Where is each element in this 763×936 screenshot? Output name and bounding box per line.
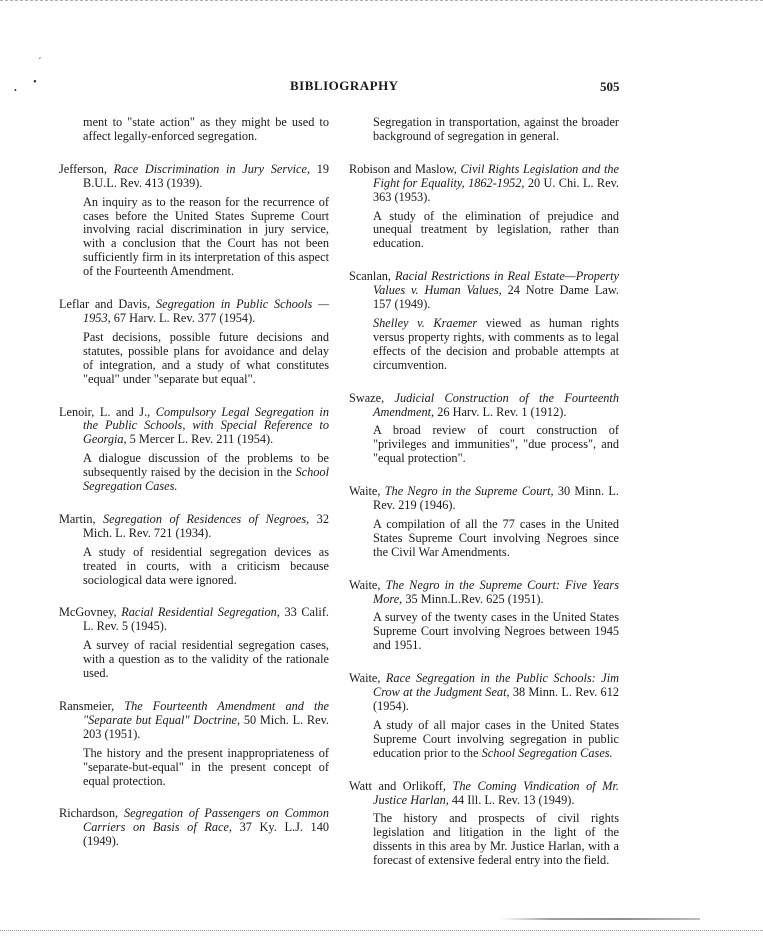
- entry-source: 26 Harv. L. Rev. 1 (1912).: [434, 404, 567, 419]
- page-bottom-edge: [0, 930, 763, 931]
- entry-authors: Scanlan,: [349, 269, 396, 284]
- left-column: [59, 116, 329, 868]
- entry-source: 37 Ky. L.J. 140 (1949).: [83, 820, 329, 849]
- citation: [59, 406, 329, 448]
- bibliography-entry: [59, 406, 329, 494]
- entry-authors: Ransmeier,: [59, 699, 125, 713]
- scan-speck: •: [14, 86, 17, 95]
- citation: [349, 485, 619, 513]
- entry-title: Compulsory Legal Segregation in the Public Schools, with Special Reference to Georgia,: [83, 404, 329, 447]
- entry-source: 35 Minn.L.Rev. 625 (1951).: [402, 591, 544, 606]
- scan-smudge: [500, 918, 700, 920]
- entry-annotation: A compilation of all the 77 cases in the United States Supreme Court involving Negroes since the Civil War Amendments.: [373, 516, 619, 559]
- bibliography-entry: [59, 298, 329, 386]
- entry-title: The Negro in the Supreme Court,: [384, 484, 554, 499]
- entry-authors: Jefferson,: [59, 161, 114, 176]
- citation: [349, 163, 619, 205]
- citation: [59, 513, 329, 541]
- entry-source: 38 Minn. L. Rev. 612 (1954).: [373, 685, 619, 713]
- entry-title: Race Segregation in the Public Schools: Jim Crow at the Judgment Seat,: [373, 671, 619, 700]
- continuation-text: Segregation in transportation, against the broader background of segregation in general.: [373, 115, 619, 143]
- entry-authors: McGovney,: [59, 605, 122, 620]
- scan-speck: •: [33, 76, 37, 88]
- bibliography-entry: [349, 579, 619, 654]
- case-name: Shelley v. Kraemer: [373, 315, 478, 330]
- bibliography-entry: [349, 392, 619, 467]
- right-column: [349, 116, 619, 887]
- entry-authors: Richardson,: [59, 806, 125, 821]
- entry-annotation: An inquiry as to the reason for the recurrence of cases before the United States Supreme Court involving racial discrimination in jury service, with a conclusion that the Court has not been sufficiently firm in its interpretation of this aspect of the Fourteenth Amendment.: [83, 194, 329, 279]
- bibliography-entry: [59, 606, 329, 681]
- bibliography-entry: [349, 780, 619, 868]
- citation: [59, 807, 329, 849]
- entry-source: 20 U. Chi. L. Rev. 363 (1953).: [373, 175, 619, 204]
- entry-source: 19 B.U.L. Rev. 413 (1939).: [83, 161, 330, 190]
- entry-annotation: A study of residential segregation devices as treated in courts, with a criticism because sociological data were ignored.: [83, 544, 329, 587]
- citation: [59, 163, 329, 191]
- bibliography-entry: [59, 700, 329, 788]
- entry-annotation: The history and the present inappropriateness of "separate-but-equal" in the present concept of equal protection.: [83, 745, 329, 788]
- citation: [349, 270, 619, 312]
- entry-annotation: A broad review of court construction of "privileges and immunities", "due process", and "equal protection".: [373, 423, 619, 466]
- entry-authors: Waite,: [349, 484, 385, 499]
- entry-annotation: A dialogue discussion of the problems to be subsequently raised by the decision in the School Segregation Cases.: [83, 451, 329, 494]
- bibliography-entry: [349, 672, 619, 760]
- bibliography-entry: [59, 807, 329, 849]
- page-number: 505: [600, 79, 620, 94]
- citation: [349, 672, 619, 714]
- continuation-text: ment to "state action" as they might be used to affect legally-enforced segregation.: [83, 115, 329, 143]
- entry-title: Segregation of Residences of Negroes,: [103, 511, 310, 526]
- entry-annotation: A survey of the twenty cases in the United States Supreme Court involving Negroes between 1945 and 1951.: [373, 610, 619, 653]
- entry-title: The Coming Vindication of Mr. Justice Harlan,: [373, 778, 619, 807]
- entry-title: Race Discrimination in Jury Service,: [113, 161, 311, 176]
- citation: [349, 392, 619, 420]
- entry-title: Segregation of Passengers on Common Carriers on Basis of Race,: [83, 806, 329, 835]
- entry-annotation: Past decisions, possible future decisions and statutes, possible plans for avoidance and delay of integration, and a study of what constitutes "equal" under "separate but equal".: [83, 329, 329, 386]
- entry-title: Civil Rights Legislation and the Fight for Equality, 1862-1952,: [373, 161, 619, 190]
- citation: [59, 700, 329, 742]
- entry-annotation: A study of all major cases in the United States Supreme Court involving segregation in public education prior to the School Segregation Cases.: [373, 717, 619, 760]
- entry-authors: Leflar and Davis,: [59, 297, 156, 312]
- citation: [59, 298, 329, 326]
- page-top-border: [0, 0, 763, 1]
- entry-source: 30 Minn. L. Rev. 219 (1946).: [373, 484, 619, 513]
- entry-authors: Martin,: [59, 511, 104, 526]
- entry-title: The Fourteenth Amendment and the "Separate but Equal" Doctrine,: [83, 699, 329, 727]
- bibliography-entry: [349, 485, 619, 560]
- entry-source: 32 Mich. L. Rev. 721 (1934).: [83, 511, 329, 540]
- entry-annotation: The history and prospects of civil rights legislation and litigation in the light of the dissents in this area by Mr. Justice Harlan, with a forecast of extensive federal entry into the field.: [373, 811, 619, 868]
- bibliography-entry: [349, 270, 619, 372]
- entry-annotation: A survey of racial residential segregation cases, with a question as to the validity of the rationale used.: [83, 638, 329, 681]
- case-name: School Segregation Cases.: [83, 465, 329, 494]
- entry-authors: Lenoir, L. and J.,: [59, 404, 156, 419]
- entry-authors: Swaze,: [349, 390, 395, 405]
- entry-authors: Waite,: [349, 671, 386, 686]
- citation: [59, 606, 329, 634]
- citation: [349, 579, 619, 607]
- entry-title: Judicial Construction of the Fourteenth Amendment,: [373, 390, 620, 419]
- running-header: BIBLIOGRAPHY: [290, 78, 399, 93]
- entry-source: 44 Ill. L. Rev. 13 (1949).: [448, 792, 575, 807]
- entry-title: Racial Restrictions in Real Estate—Property Values v. Human Values,: [373, 269, 619, 298]
- bibliography-entry: [59, 163, 329, 279]
- bibliography-entry: [59, 513, 329, 588]
- entry-title: Segregation in Public Schools —1953,: [83, 297, 329, 325]
- entry-authors: Robison and Maslow,: [349, 161, 461, 176]
- entry-source: 33 Calif. L. Rev. 5 (1945).: [83, 605, 329, 634]
- entry-source: 67 Harv. L. Rev. 377 (1954).: [110, 310, 256, 325]
- entry-title: Racial Residential Segregation,: [121, 605, 280, 620]
- entry-authors: Waite,: [349, 577, 386, 592]
- entry-source: 24 Notre Dame Law. 157 (1949).: [373, 283, 619, 312]
- entry-authors: Watt and Orlikoff,: [349, 778, 453, 793]
- bibliography-entry: [349, 163, 619, 251]
- scan-speck: ˊ: [38, 56, 42, 68]
- entry-source: 5 Mercer L. Rev. 211 (1954).: [126, 432, 274, 447]
- entry-annotation: Shelley v. Kraemer viewed as human rights versus property rights, with comments as to legal effects of the decision and probable attempts at circumvention.: [373, 315, 619, 372]
- citation: [349, 780, 619, 808]
- entry-title: The Negro in the Supreme Court: Five Years More,: [373, 577, 619, 606]
- entry-annotation: A study of the elimination of prejudice and unequal treatment by legislation, rather than education.: [373, 208, 619, 251]
- case-name: School Segregation Cases.: [481, 745, 613, 760]
- entry-source: 50 Mich. L. Rev. 203 (1951).: [83, 712, 329, 741]
